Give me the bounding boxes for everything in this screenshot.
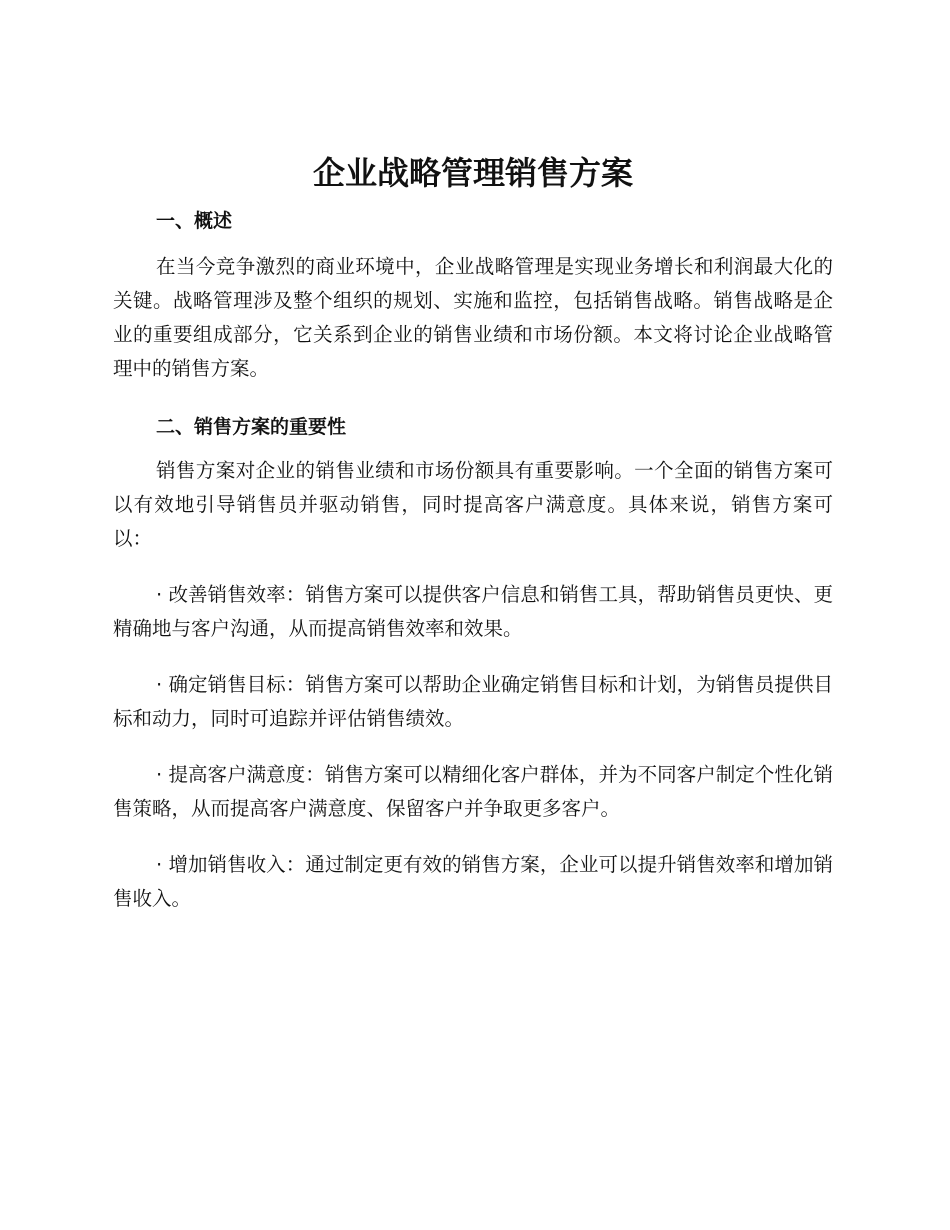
bullet-item-efficiency: · 改善销售效率：销售方案可以提供客户信息和销售工具，帮助销售员更快、更精确地与客户沟通，从而提高销售效率和效果。 <box>113 583 833 640</box>
bullet-item-satisfaction: · 提高客户满意度：销售方案可以精细化客户群体，并为不同客户制定个性化销售策略，从而提高客户满意度、保留客户并争取更多客户。 <box>113 763 833 820</box>
importance-paragraph: 销售方案对企业的销售业绩和市场份额具有重要影响。一个全面的销售方案可以有效地引导销售员并驱动销售，同时提高客户满意度。具体来说，销售方案可以： <box>113 459 833 550</box>
overview-paragraph: 在当今竞争激烈的商业环境中，企业战略管理是实现业务增长和利润最大化的关键。战略管理涉及整个组织的规划、实施和监控，包括销售战略。销售战略是企业的重要组成部分，它关系到企业的销售业绩和市场份额。本文将讨论企业战略管理中的销售方案。 <box>113 255 833 380</box>
document-title: 企业战略管理销售方案 <box>312 154 633 192</box>
bullet-item-targets: · 确定销售目标：销售方案可以帮助企业确定销售目标和计划，为销售员提供目标和动力，同时可追踪并评估销售绩效。 <box>113 673 833 730</box>
section-heading-overview: 一、概述 <box>156 210 233 232</box>
document-page <box>113 150 833 916</box>
bullet-item-revenue: · 增加销售收入：通过制定更有效的销售方案，企业可以提升销售效率和增加销售收入。 <box>113 853 833 910</box>
section-heading-importance: 二、销售方案的重要性 <box>156 416 347 438</box>
